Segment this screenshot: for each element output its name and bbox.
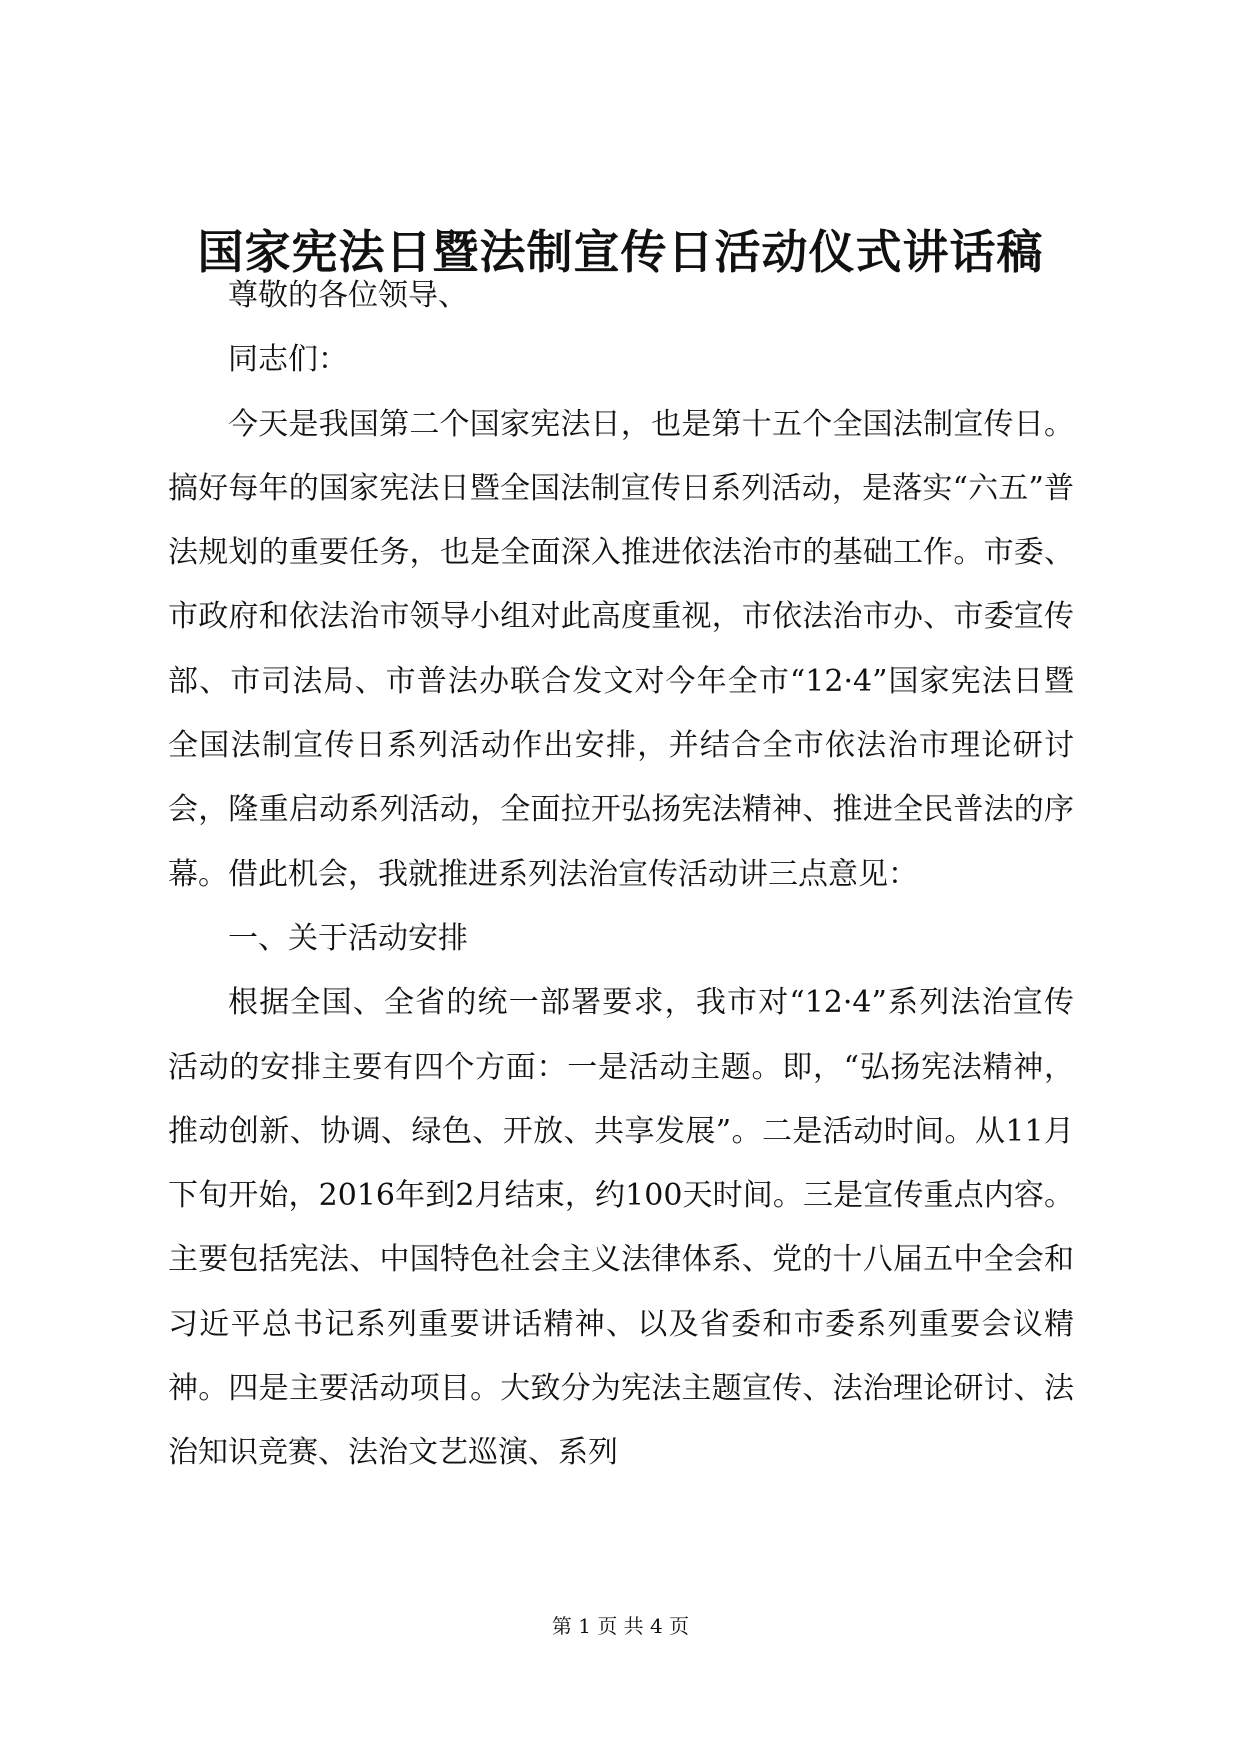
page-footer: 第 1 页 共 4 页 — [551, 1614, 690, 1638]
section-heading-1: 一、关于活动安排 — [228, 920, 468, 956]
intro-paragraph: 今天是我国第二个国家宪法日，也是第十五个全国法制宣传日。搞好每年的国家宪法日暨全国法制宣传日系列活动，是落实“六五”普法规划的重要任务，也是全面深入推进依法治市的基础工作。市委、市政府和依法治市领导小组对此高度重视，市依法治市办、市委宣传部、市司法局、市普法办联合发文对今年全市“12·4”国家宪法日暨全国法制宣传日系列活动作出安排，并结合全市依法治市理论研讨会，隆重启动系列活动，全面拉开弘扬宪法精神、推进全民普法的序幕。借此机会，我就推进系列法治宣传活动讲三点意见： — [168, 406, 1074, 892]
section-paragraph-1: 根据全国、全省的统一部署要求，我市对“12·4”系列法治宣传活动的安排主要有四个方面：一是活动主题。即，“弘扬宪法精神，推动创新、协调、绿色、开放、共享发展”。二是活动时间。从11月下旬开始，2016年到2月结束，约100天时间。三是宣传重点内容。主要包括宪法、中国特色社会主义法律体系、党的十八届五中全会和习近平总书记系列重要讲话精神、以及省委和市委系列重要会议精神。四是主要活动项目。大致分为宪法主题宣传、法治理论研讨、法治知识竞赛、法治文艺巡演、系列 — [168, 985, 1074, 1471]
document-title: 国家宪法日暨法制宣传日活动仪式讲话稿 — [197, 225, 1044, 279]
salutation-line-2: 同志们： — [228, 342, 348, 378]
salutation-line-1: 尊敬的各位领导、 — [228, 278, 468, 313]
document-body — [168, 264, 1074, 1486]
